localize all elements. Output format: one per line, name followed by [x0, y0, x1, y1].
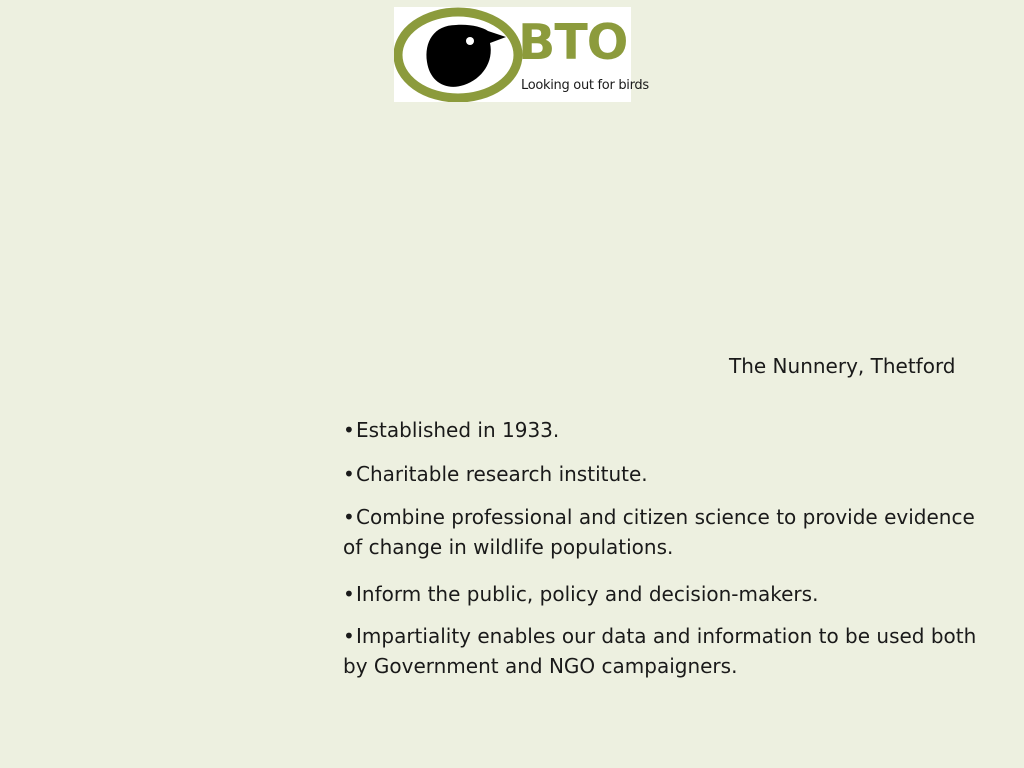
- bullet-text: Impartiality enables our data and information to be used both by Government and NGO campaigners.: [343, 624, 977, 678]
- bullet-text: Established in 1933.: [356, 418, 560, 442]
- bullet-item: •Inform the public, policy and decision-makers.: [343, 582, 819, 606]
- bullet-item: •Established in 1933.: [343, 418, 560, 442]
- bullet-item: •Combine professional and citizen science to provide evidence of change in wildlife populations.: [343, 505, 975, 559]
- photo-caption: The Nunnery, Thetford: [729, 354, 956, 378]
- bullet-text: Combine professional and citizen science to provide evidence of change in wildlife populations.: [343, 505, 975, 559]
- logo-wordmark: BTO: [518, 14, 628, 71]
- bullet-text: Inform the public, policy and decision-makers.: [356, 582, 819, 606]
- bullet-item: •Charitable research institute.: [343, 462, 648, 486]
- bto-logo: [394, 7, 649, 102]
- logo-tagline: Looking out for birds: [521, 78, 649, 93]
- bullet-text: Charitable research institute.: [356, 462, 648, 486]
- bullet-item: •Impartiality enables our data and information to be used both by Government and NGO campaigners.: [343, 624, 977, 678]
